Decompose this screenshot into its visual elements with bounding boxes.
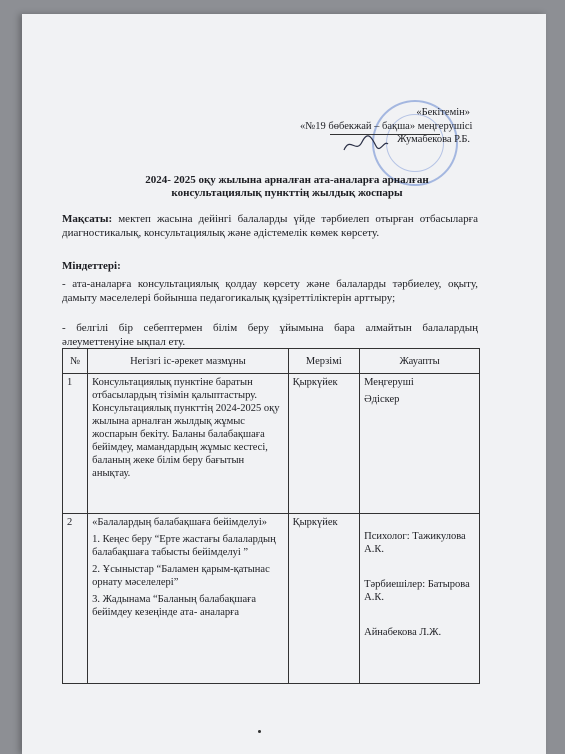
approval-block <box>300 106 473 147</box>
page-dot <box>258 730 261 733</box>
goal-paragraph <box>62 212 478 240</box>
responsible-person: Тәрбиешілер: Батырова А.К. <box>364 579 470 603</box>
plan-table <box>62 348 480 684</box>
spacer <box>364 516 475 530</box>
document-title <box>92 174 482 200</box>
row-term: Қыркүйек <box>288 514 360 684</box>
row-content-line: 2. Ұсыныстар “Баламен қарым-қатынас орнату мәселелері” <box>92 564 270 588</box>
row-number: 1 <box>63 374 88 514</box>
row-content-line: 3. Жадынама “Баланың балабақшаға бейімдеу кезеңінде ата- аналарға <box>92 594 257 618</box>
title-line-2: консультациялық пункттің жылдық жоспары <box>171 187 403 199</box>
row-content-line: 1. Кеңес беру “Ерте жастағы балалардың балабақшаға табысты бейімделуі ” <box>92 534 276 558</box>
row-content-line: Консультациялық пункттің 2024-2025 оқу жылына арналған жылдық жұмыс жоспарын бекіту. Баланы балабақшаға бейімдеу, мамандардың жұмыс кестесі, баланың жеке білім беру бағытын анықтау. <box>92 403 280 479</box>
approval-heading: «Бекітемін» <box>416 107 470 118</box>
goal-label: Мақсаты: <box>62 213 113 225</box>
responsible-person: Айнабекова Л.Ж. <box>364 627 442 638</box>
row-responsible <box>360 374 480 514</box>
task-item-1: - ата-аналарға консультациялық қолдау көрсету және балаларды тәрбиелеу, оқыту, дамыту мәселелері бойынша педагогикалық құзіреттіліктерін арттыру; <box>62 278 478 304</box>
row-content <box>88 374 288 514</box>
approval-position: «№19 бөбекжай – бақша» меңгерушісі <box>300 120 473 132</box>
document-page <box>22 14 546 754</box>
table-row <box>63 374 480 514</box>
row-responsible <box>360 514 480 684</box>
header-content: Негізгі іс-әрекет мазмұны <box>88 349 288 374</box>
header-term: Мерзімі <box>288 349 360 374</box>
goal-text: мектеп жасына дейінгі балаларды үйде тәрбиелеп отырған отбасыларға диагностикалық, консультациялық және әдістемелік көмек көрсету. <box>62 213 478 239</box>
tasks-label: Міндеттері: <box>62 260 121 272</box>
row-content-line: «Балалардың балабақшаға бейімделуі» <box>92 517 267 528</box>
row-content-line: Консультациялық пунктіне баратын отбасылардың тізімін қалыптастыру. <box>92 377 258 401</box>
responsible-person: Меңгеруші <box>364 377 414 388</box>
header-responsible: Жауапты <box>360 349 480 374</box>
header-number: № <box>63 349 88 374</box>
row-term: Қыркүйек <box>288 374 360 514</box>
title-line-1: 2024- 2025 оқу жылына арналған ата-аналарға арналған <box>145 174 429 186</box>
responsible-person: Әдіскер <box>364 394 400 405</box>
responsible-person: Психолог: Тажикулова А.К. <box>364 531 466 555</box>
row-number: 2 <box>63 514 88 684</box>
task-item-2: - белгілі бір себептермен білім беру ұйымына бара алмайтын балалардың әлеуметтенуіне ықпал ету. <box>62 322 478 348</box>
row-content <box>88 514 288 684</box>
table-row <box>63 514 480 684</box>
signature-line <box>330 134 440 135</box>
table-header-row <box>63 349 480 374</box>
approval-name: Жумабекова Р.Б. <box>397 134 470 145</box>
